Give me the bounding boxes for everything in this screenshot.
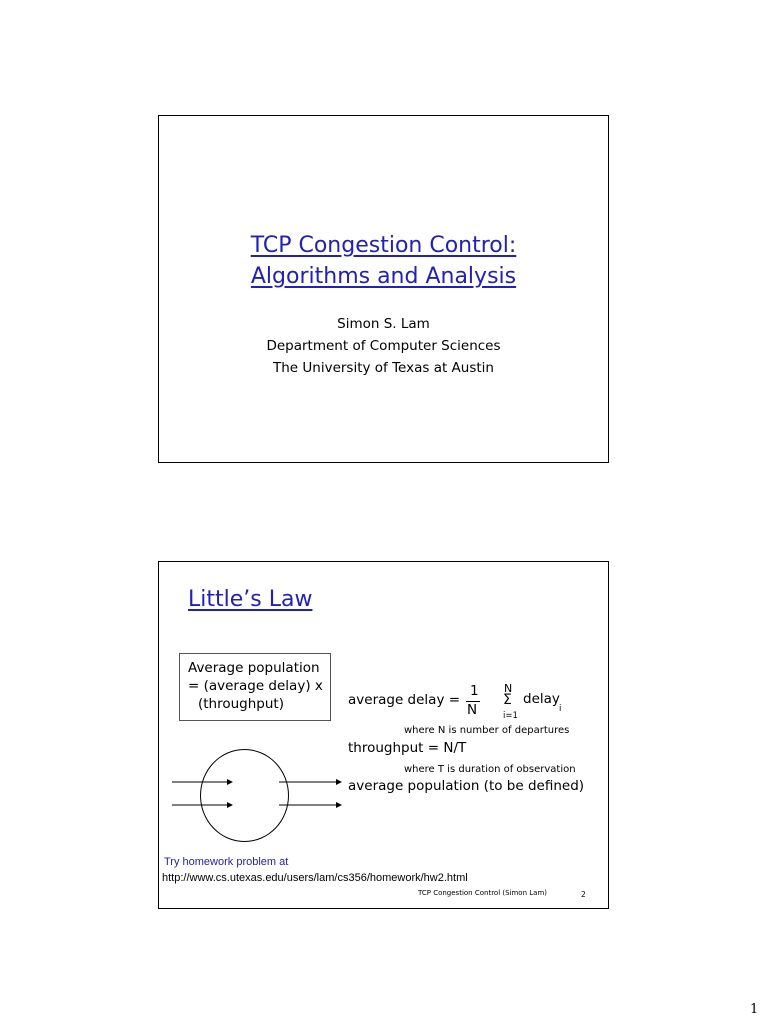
slide-2-title: Little’s Law (188, 587, 313, 612)
delay-term: delay (523, 691, 560, 707)
note-n: where N is number of departures (404, 725, 570, 736)
slide-1 (158, 115, 609, 463)
box-line-1: Average population (188, 660, 320, 676)
department: Department of Computer Sciences (266, 338, 501, 354)
sum-lower-limit: i=1 (503, 711, 518, 721)
homework-link[interactable]: http://www.cs.utexas.edu/users/lam/cs356/homework/hw2.html (162, 872, 468, 884)
slide-1-title (159, 230, 608, 292)
slide-number: 2 (581, 890, 586, 899)
formula-lhs: average delay = (348, 692, 461, 708)
delay-subscript: i (559, 704, 562, 714)
sum-symbol: Σ (503, 692, 512, 708)
box-line-2: = (average delay) x (188, 678, 323, 694)
note-t: where T is duration of observation (404, 764, 576, 775)
title-line-1: TCP Congestion Control: (250, 233, 517, 258)
fraction-denominator: N (467, 702, 478, 718)
slide-footer: TCP Congestion Control (Simon Lam) (418, 889, 547, 897)
page-number: 1 (750, 1002, 759, 1017)
homework-prompt: Try homework problem at (164, 856, 289, 868)
author-block (159, 313, 608, 379)
fraction-numerator: 1 (470, 683, 479, 699)
title-line-2: Algorithms and Analysis (250, 264, 517, 289)
box-line-3: (throughput) (198, 696, 284, 712)
author-name: Simon S. Lam (337, 316, 430, 332)
throughput-formula: throughput = N/T (348, 740, 467, 756)
population-line: average population (to be defined) (348, 778, 585, 794)
sum-upper-limit: N (504, 682, 513, 695)
university: The University of Texas at Austin (273, 360, 494, 376)
slide-2 (158, 561, 609, 909)
